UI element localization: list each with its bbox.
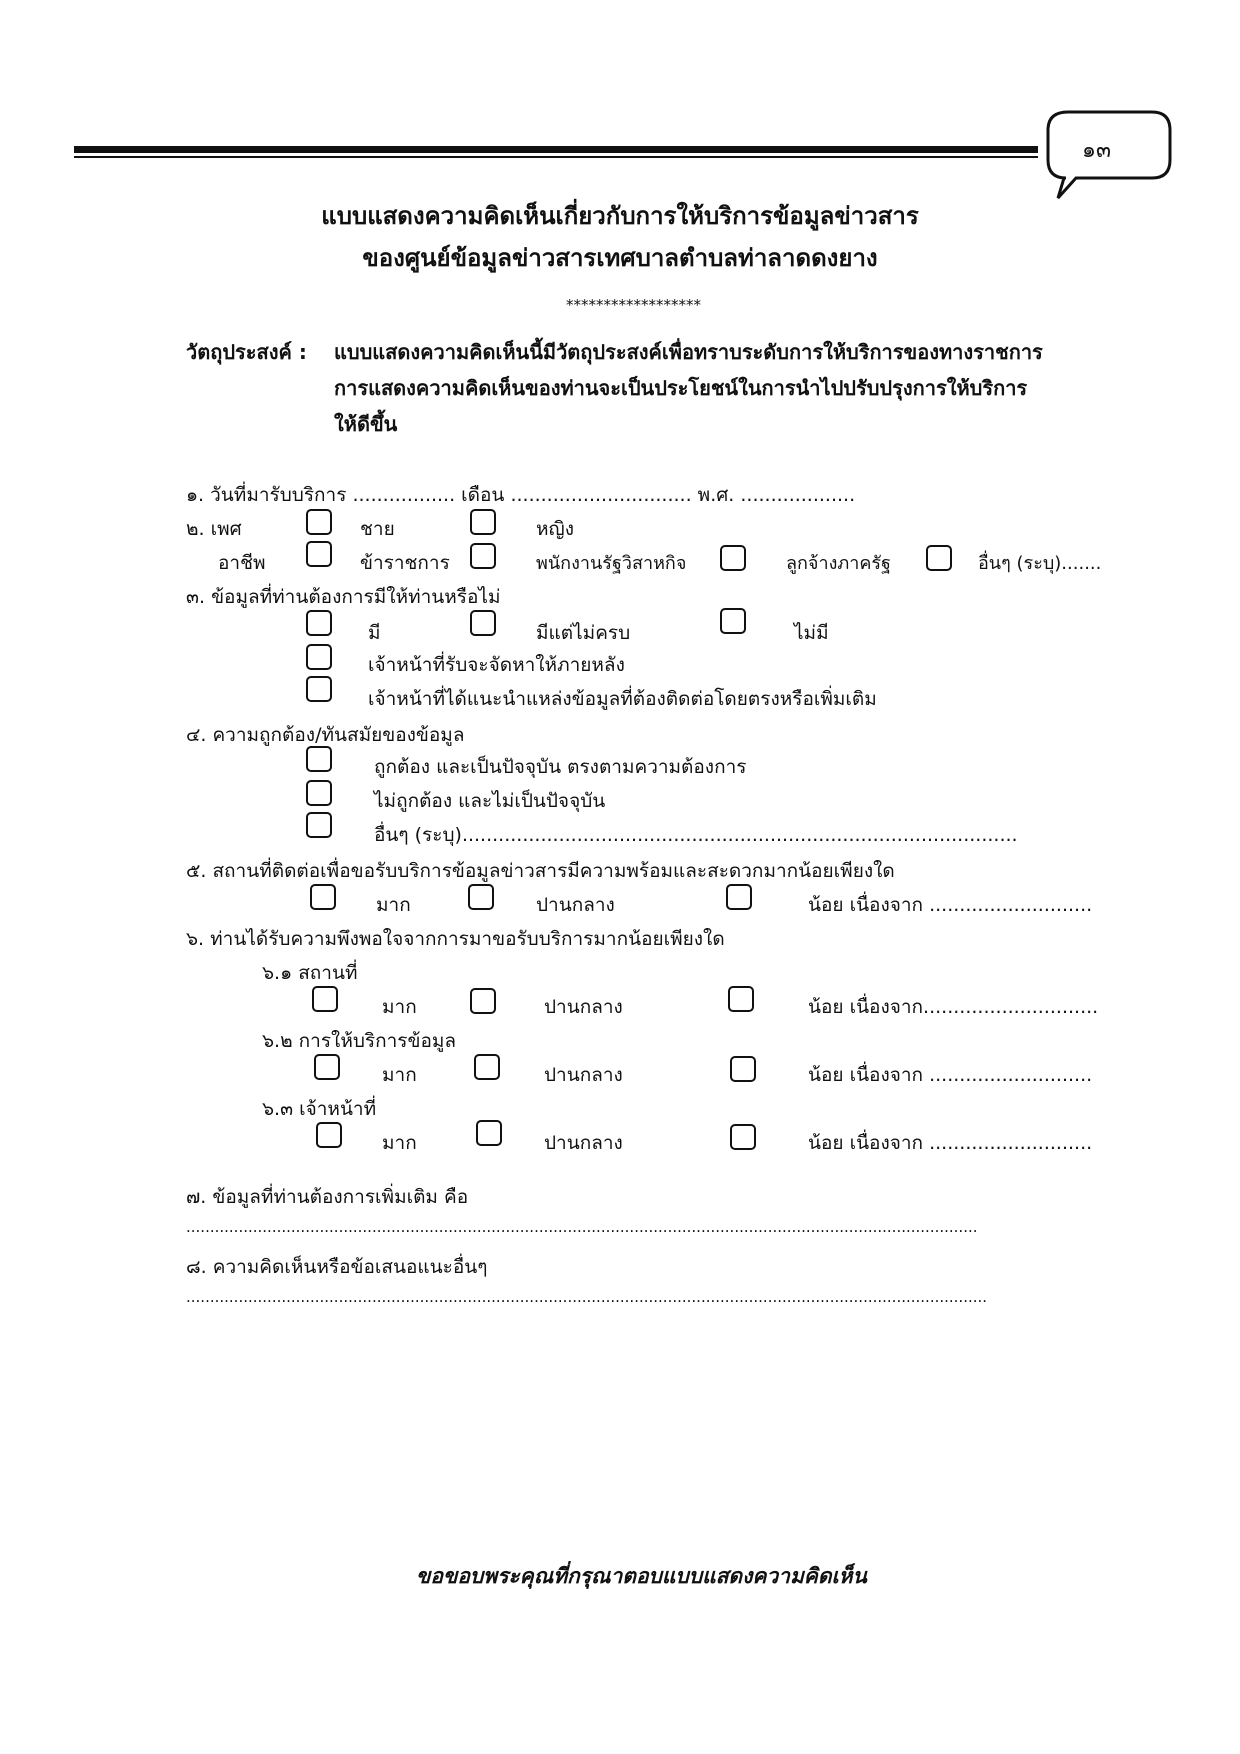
option-q6-2-little[interactable]: น้อย เนื่องจาก ...........................	[808, 1064, 1093, 1086]
q2-occupation-label: อาชีพ	[218, 552, 266, 574]
option-q6-1-medium: ปานกลาง	[544, 996, 623, 1018]
option-other-occupation[interactable]: อื่นๆ (ระบุ).......	[978, 553, 1102, 574]
q6-3-label: ๖.๓ เจ้าหน้าที่	[262, 1098, 377, 1120]
option-q6-1-much: มาก	[382, 996, 417, 1018]
option-q3-incomplete: มีแต่ไม่ครบ	[536, 622, 631, 644]
form-title-line2: ของศูนย์ข้อมูลข่าวสารเทศบาลตำบลท่าลาดดงยาง	[362, 244, 878, 272]
option-q6-2-medium: ปานกลาง	[544, 1064, 623, 1086]
q1-service-date[interactable]: ๑. วันที่มารับบริการ ................. เดือน .............................. พ.ศ. ...................	[186, 484, 856, 506]
objective-line1: แบบแสดงความคิดเห็นนี้มีวัตถุประสงค์เพื่อทราบระดับการให้บริการของทางราชการ	[334, 340, 1043, 364]
form-title-line1: แบบแสดงความคิดเห็นเกี่ยวกับการให้บริการข้อมูลข่าวสาร	[321, 202, 919, 230]
option-state-enterprise: พนักงานรัฐวิสาหกิจ	[536, 553, 687, 574]
objective-line2: การแสดงความคิดเห็นของท่านจะเป็นประโยชน์ในการนำไปปรับปรุงการให้บริการ	[334, 376, 1028, 400]
thank-you-note: ขอขอบพระคุณที่กรุณาตอบแบบแสดงความคิดเห็น	[416, 1564, 867, 1588]
option-male: ชาย	[360, 518, 395, 540]
checkbox-q6-2-medium[interactable]	[474, 1054, 500, 1080]
option-q6-3-much: มาก	[382, 1132, 417, 1154]
option-female: หญิง	[536, 518, 574, 540]
checkbox-q3-later[interactable]	[306, 644, 332, 670]
q3-label: ๓. ข้อมูลที่ท่านต้องการมีให้ท่านหรือไม่	[186, 586, 501, 608]
objective-line3: ให้ดีขึ้น	[334, 412, 398, 436]
option-q4-other[interactable]: อื่นๆ (ระบุ)............................................................................................	[374, 824, 1018, 846]
checkbox-q6-3-medium[interactable]	[476, 1120, 502, 1146]
option-q5-little[interactable]: น้อย เนื่องจาก ...........................	[808, 894, 1093, 916]
option-q3-no: ไม่มี	[794, 622, 829, 644]
option-q6-3-medium: ปานกลาง	[544, 1132, 623, 1154]
q5-label: ๕. สถานที่ติดต่อเพื่อขอรับบริการข้อมูลข่าวสารมีความพร้อมและสะดวกมากน้อยเพียงใด	[186, 860, 895, 882]
checkbox-q3-yes[interactable]	[306, 610, 332, 636]
option-q6-2-much: มาก	[382, 1064, 417, 1086]
checkbox-male[interactable]	[306, 509, 332, 535]
q6-1-label: ๖.๑ สถานที่	[262, 962, 358, 984]
checkbox-q3-refer[interactable]	[306, 676, 332, 702]
objective-label: วัตถุประสงค์ :	[186, 340, 307, 364]
option-civil-servant: ข้าราชการ	[360, 552, 450, 574]
option-q5-much: มาก	[376, 894, 411, 916]
option-q4-accurate: ถูกต้อง และเป็นปัจจุบัน ตรงตามความต้องการ	[374, 756, 747, 778]
option-q4-inaccurate: ไม่ถูกต้อง และไม่เป็นปัจจุบัน	[374, 790, 606, 812]
checkbox-q6-1-much[interactable]	[312, 986, 338, 1012]
checkbox-q3-no[interactable]	[720, 608, 746, 634]
checkbox-q5-little[interactable]	[726, 884, 752, 910]
header-rule-thin	[74, 156, 1038, 158]
option-q3-later: เจ้าหน้าที่รับจะจัดหาให้ภายหลัง	[368, 654, 625, 676]
checkbox-female[interactable]	[470, 509, 496, 535]
checkbox-q6-2-much[interactable]	[314, 1054, 340, 1080]
title-separator-stars: ******************	[566, 296, 701, 314]
checkbox-state-employee[interactable]	[720, 545, 746, 571]
checkbox-q4-inaccurate[interactable]	[306, 780, 332, 806]
checkbox-civil-servant[interactable]	[306, 541, 332, 567]
checkbox-q3-incomplete[interactable]	[470, 610, 496, 636]
checkbox-q6-3-much[interactable]	[316, 1122, 342, 1148]
header-rule-thick	[74, 146, 1038, 153]
option-q3-refer: เจ้าหน้าที่ได้แนะนำแหล่งข้อมูลที่ต้องติดต่อโดยตรงหรือเพิ่มเติม	[368, 688, 877, 710]
q4-label: ๔. ความถูกต้อง/ทันสมัยของข้อมูล	[186, 724, 465, 746]
checkbox-q6-1-medium[interactable]	[470, 988, 496, 1014]
option-q5-medium: ปานกลาง	[536, 894, 615, 916]
checkbox-q5-medium[interactable]	[468, 884, 494, 910]
q2-gender-label: ๒. เพศ	[186, 518, 242, 540]
checkbox-q6-1-little[interactable]	[728, 986, 754, 1012]
option-q6-3-little[interactable]: น้อย เนื่องจาก ...........................	[808, 1132, 1093, 1154]
checkbox-q4-accurate[interactable]	[306, 746, 332, 772]
checkbox-other-occupation[interactable]	[926, 545, 952, 571]
q7-label: ๗. ข้อมูลที่ท่านต้องการเพิ่มเติม คือ	[186, 1186, 469, 1208]
q7-answer-line[interactable]: ......................................................................................................................................................................	[186, 1218, 978, 1236]
checkbox-q4-other[interactable]	[306, 812, 332, 838]
option-q3-yes: มี	[368, 622, 381, 644]
option-state-employee: ลูกจ้างภาครัฐ	[786, 553, 891, 574]
q8-answer-line[interactable]: ........................................................................................................................................................................	[186, 1288, 988, 1306]
q6-2-label: ๖.๒ การให้บริการข้อมูล	[262, 1030, 457, 1052]
checkbox-q6-2-little[interactable]	[730, 1056, 756, 1082]
checkbox-state-enterprise[interactable]	[470, 543, 496, 569]
q6-label: ๖. ท่านได้รับความพึงพอใจจากการมาขอรับบริการมากน้อยเพียงใด	[186, 928, 725, 950]
checkbox-q6-3-little[interactable]	[730, 1124, 756, 1150]
option-q6-1-little[interactable]: น้อย เนื่องจาก.............................	[808, 996, 1099, 1018]
checkbox-q5-much[interactable]	[310, 884, 336, 910]
page-number: ๑๓	[1082, 138, 1112, 163]
q8-label: ๘. ความคิดเห็นหรือข้อเสนอแนะอื่นๆ	[186, 1256, 488, 1278]
